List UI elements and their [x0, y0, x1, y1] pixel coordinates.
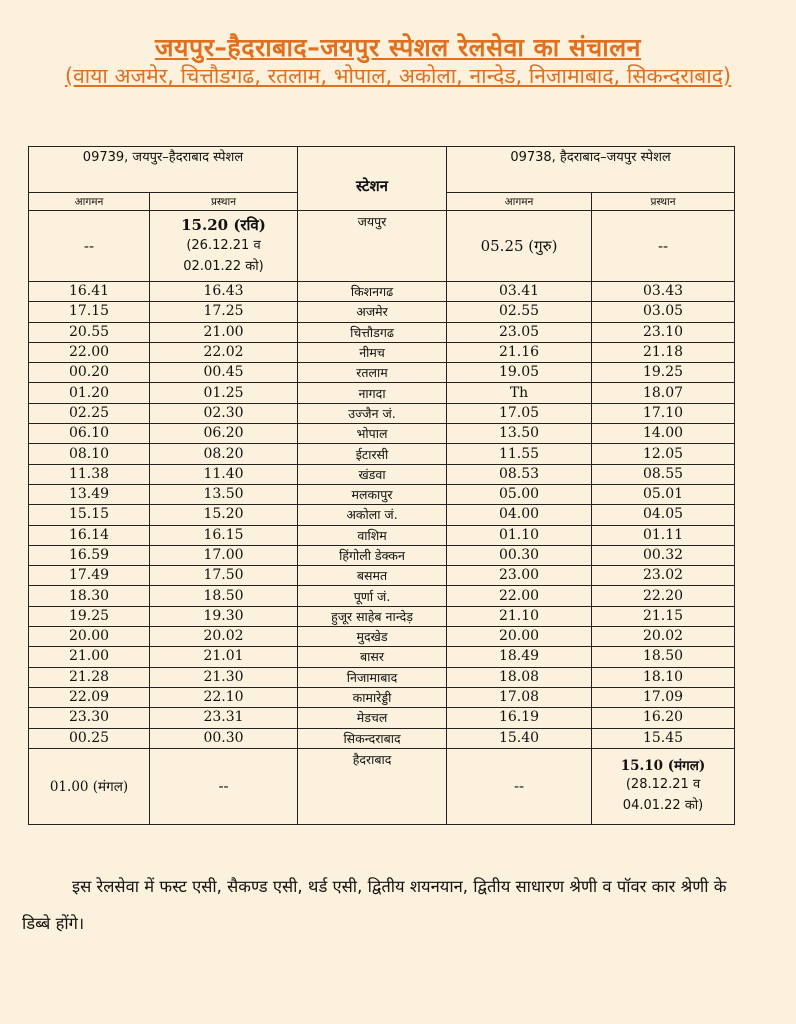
- right-arrival: 01.10: [447, 525, 592, 545]
- left-departure: 23.31: [150, 708, 298, 728]
- right-departure: 21.18: [592, 342, 735, 362]
- route-subtitle: (वाया अजमेर, चित्तौडगढ, रतलाम, भोपाल, अकोला, नान्देड, निजामाबाद, सिकन्दराबाद): [64, 64, 732, 88]
- station-name: बसमत: [298, 566, 447, 586]
- right-departure: 18.07: [592, 383, 735, 403]
- left-departure-date: (26.12.21 व: [186, 238, 261, 253]
- right-departure: 18.50: [592, 647, 735, 667]
- left-arrival: 22.09: [29, 687, 150, 707]
- train-header-row: [29, 147, 735, 193]
- right-arrival: 04.00: [447, 505, 592, 525]
- station-name: नीमच: [298, 342, 447, 362]
- left-departure: 02.30: [150, 403, 298, 423]
- left-departure: 17.25: [150, 302, 298, 322]
- timetable: [28, 146, 735, 825]
- station-name: मुदखेड: [298, 627, 447, 647]
- right-departure: 01.11: [592, 525, 735, 545]
- station-name: हैदराबाद: [298, 748, 447, 824]
- left-departure-date: 02.01.22 को): [183, 259, 264, 274]
- right-departure-time: 15.10 (मंगल): [620, 758, 706, 775]
- station-name: भोपाल: [298, 424, 447, 444]
- right-departure: 20.02: [592, 627, 735, 647]
- left-arrival-header: आगमन: [29, 193, 150, 211]
- origin-row: [29, 211, 735, 282]
- table-row: [29, 627, 735, 647]
- left-departure: 01.25: [150, 383, 298, 403]
- left-departure-time: 15.20 (रवि): [181, 216, 266, 234]
- right-arrival: 17.05: [447, 403, 592, 423]
- left-arrival: 17.49: [29, 566, 150, 586]
- left-departure: 00.30: [150, 728, 298, 748]
- table-row: [29, 687, 735, 707]
- left-departure: 21.00: [150, 322, 298, 342]
- right-departure-header: प्रस्थान: [592, 193, 735, 211]
- left-arrival: 23.30: [29, 708, 150, 728]
- left-arrival: 16.59: [29, 545, 150, 565]
- right-departure: 18.10: [592, 667, 735, 687]
- table-row: [29, 708, 735, 728]
- station-name: बासर: [298, 647, 447, 667]
- train-right-name: 09738, हैदराबाद–जयपुर स्पेशल: [447, 147, 735, 193]
- right-departure: 19.25: [592, 363, 735, 383]
- left-departure: 08.20: [150, 444, 298, 464]
- left-departure-header: प्रस्थान: [150, 193, 298, 211]
- table-row: [29, 606, 735, 626]
- left-arrival: 22.00: [29, 342, 150, 362]
- right-departure: 17.10: [592, 403, 735, 423]
- station-name: नागदा: [298, 383, 447, 403]
- station-name: जयपुर: [298, 211, 447, 282]
- coach-composition-note: इस रेलसेवा में फस्ट एसी, सैकण्ड एसी, थर्ड एसी, द्वितीय शयनयान, द्वितीय साधारण श्रेणी व पॉवर कार श्रेणी के डिब्बे होंगे।: [22, 877, 727, 933]
- left-departure: 22.10: [150, 687, 298, 707]
- table-row: [29, 302, 735, 322]
- table-row: [29, 403, 735, 423]
- right-arrival: 20.00: [447, 627, 592, 647]
- right-arrival: 17.08: [447, 687, 592, 707]
- left-departure: 13.50: [150, 484, 298, 504]
- table-row: [29, 566, 735, 586]
- left-departure: 00.45: [150, 363, 298, 383]
- table-row: [29, 342, 735, 362]
- table-row: [29, 424, 735, 444]
- right-departure: 23.10: [592, 322, 735, 342]
- left-arrival: 00.25: [29, 728, 150, 748]
- table-row: [29, 545, 735, 565]
- left-arrival: 19.25: [29, 606, 150, 626]
- station-name: ईटारसी: [298, 444, 447, 464]
- left-arrival: 02.25: [29, 403, 150, 423]
- table-row: [29, 484, 735, 504]
- left-departure: 22.02: [150, 342, 298, 362]
- station-name: हुजूर साहेब नान्देड़: [298, 606, 447, 626]
- left-departure: 15.20: [150, 505, 298, 525]
- right-arrival: 23.00: [447, 566, 592, 586]
- left-departure: 16.15: [150, 525, 298, 545]
- right-arrival: 05.25 (गुरु): [447, 211, 592, 282]
- table-row: [29, 464, 735, 484]
- station-name: हिंगोली डेक्कन: [298, 545, 447, 565]
- right-arrival: --: [447, 748, 592, 824]
- station-name: अकोला जं.: [298, 505, 447, 525]
- left-departure: 21.01: [150, 647, 298, 667]
- right-departure: 00.32: [592, 545, 735, 565]
- left-arrival: 16.41: [29, 282, 150, 302]
- station-name: मलकापुर: [298, 484, 447, 504]
- station-name: निजामाबाद: [298, 667, 447, 687]
- right-departure: 22.20: [592, 586, 735, 606]
- left-departure: 06.20: [150, 424, 298, 444]
- page-title: जयपुर–हैदराबाद–जयपुर स्पेशल रेलसेवा का संचालन: [154, 33, 642, 62]
- right-arrival: 02.55: [447, 302, 592, 322]
- right-departure: 03.43: [592, 282, 735, 302]
- table-row: [29, 647, 735, 667]
- left-arrival: 21.00: [29, 647, 150, 667]
- station-name: वाशिम: [298, 525, 447, 545]
- right-arrival: 03.41: [447, 282, 592, 302]
- right-arrival: 23.05: [447, 322, 592, 342]
- right-departure-date: (28.12.21 व: [625, 777, 701, 793]
- station-column-header: स्टेशन: [298, 147, 447, 211]
- left-arrival: 01.20: [29, 383, 150, 403]
- left-departure: 11.40: [150, 464, 298, 484]
- left-arrival: --: [29, 211, 150, 282]
- left-departure: [150, 211, 298, 282]
- right-departure: 12.05: [592, 444, 735, 464]
- right-arrival: 22.00: [447, 586, 592, 606]
- table-row: [29, 444, 735, 464]
- right-departure: 21.15: [592, 606, 735, 626]
- left-arrival: 01.00 (मंगल): [29, 748, 150, 824]
- right-arrival: 00.30: [447, 545, 592, 565]
- right-arrival: 18.49: [447, 647, 592, 667]
- left-departure: 17.50: [150, 566, 298, 586]
- table-row: [29, 363, 735, 383]
- right-departure: 15.45: [592, 728, 735, 748]
- table-row: [29, 586, 735, 606]
- station-name: अजमेर: [298, 302, 447, 322]
- left-arrival: 18.30: [29, 586, 150, 606]
- table-row: [29, 728, 735, 748]
- station-name: किशनगढ: [298, 282, 447, 302]
- left-arrival: 15.15: [29, 505, 150, 525]
- station-name: चित्तौडगढ: [298, 322, 447, 342]
- right-arrival: 21.16: [447, 342, 592, 362]
- right-arrival-header: आगमन: [447, 193, 592, 211]
- right-departure: 04.05: [592, 505, 735, 525]
- table-row: [29, 282, 735, 302]
- right-departure: 05.01: [592, 484, 735, 504]
- right-arrival: 15.40: [447, 728, 592, 748]
- station-name: कामारेड्डी: [298, 687, 447, 707]
- table-row: [29, 667, 735, 687]
- right-arrival: 05.00: [447, 484, 592, 504]
- right-arrival: 11.55: [447, 444, 592, 464]
- left-arrival: 21.28: [29, 667, 150, 687]
- station-name: सिकन्दराबाद: [298, 728, 447, 748]
- station-name: खंडवा: [298, 464, 447, 484]
- table-row: [29, 383, 735, 403]
- table-row: [29, 322, 735, 342]
- right-departure: 08.55: [592, 464, 735, 484]
- left-arrival: 08.10: [29, 444, 150, 464]
- right-departure: 17.09: [592, 687, 735, 707]
- right-arrival: 19.05: [447, 363, 592, 383]
- right-departure: --: [592, 211, 735, 282]
- left-departure: 18.50: [150, 586, 298, 606]
- right-departure: 03.05: [592, 302, 735, 322]
- right-arrival: 18.08: [447, 667, 592, 687]
- left-arrival: 17.15: [29, 302, 150, 322]
- right-arrival: 16.19: [447, 708, 592, 728]
- left-departure: 17.00: [150, 545, 298, 565]
- destination-row: [29, 748, 735, 824]
- station-name: रतलाम: [298, 363, 447, 383]
- left-arrival: 06.10: [29, 424, 150, 444]
- train-left-name: 09739, जयपुर–हैदराबाद स्पेशल: [29, 147, 298, 193]
- left-arrival: 13.49: [29, 484, 150, 504]
- left-departure: 20.02: [150, 627, 298, 647]
- table-row: [29, 505, 735, 525]
- right-departure-date: 04.01.22 को): [622, 798, 704, 814]
- right-departure: 14.00: [592, 424, 735, 444]
- right-arrival: 13.50: [447, 424, 592, 444]
- left-arrival: 20.55: [29, 322, 150, 342]
- right-departure: 16.20: [592, 708, 735, 728]
- right-arrival: 21.10: [447, 606, 592, 626]
- left-departure: --: [150, 748, 298, 824]
- right-arrival: 08.53: [447, 464, 592, 484]
- left-arrival: 16.14: [29, 525, 150, 545]
- right-departure: [592, 748, 735, 824]
- left-arrival: 00.20: [29, 363, 150, 383]
- left-arrival: 11.38: [29, 464, 150, 484]
- left-departure: 19.30: [150, 606, 298, 626]
- right-arrival: Th: [447, 383, 592, 403]
- station-name: मेडचल: [298, 708, 447, 728]
- station-name: पूर्णा जं.: [298, 586, 447, 606]
- right-departure: 23.02: [592, 566, 735, 586]
- left-departure: 21.30: [150, 667, 298, 687]
- left-departure: 16.43: [150, 282, 298, 302]
- table-row: [29, 525, 735, 545]
- left-arrival: 20.00: [29, 627, 150, 647]
- station-name: उज्जैन जं.: [298, 403, 447, 423]
